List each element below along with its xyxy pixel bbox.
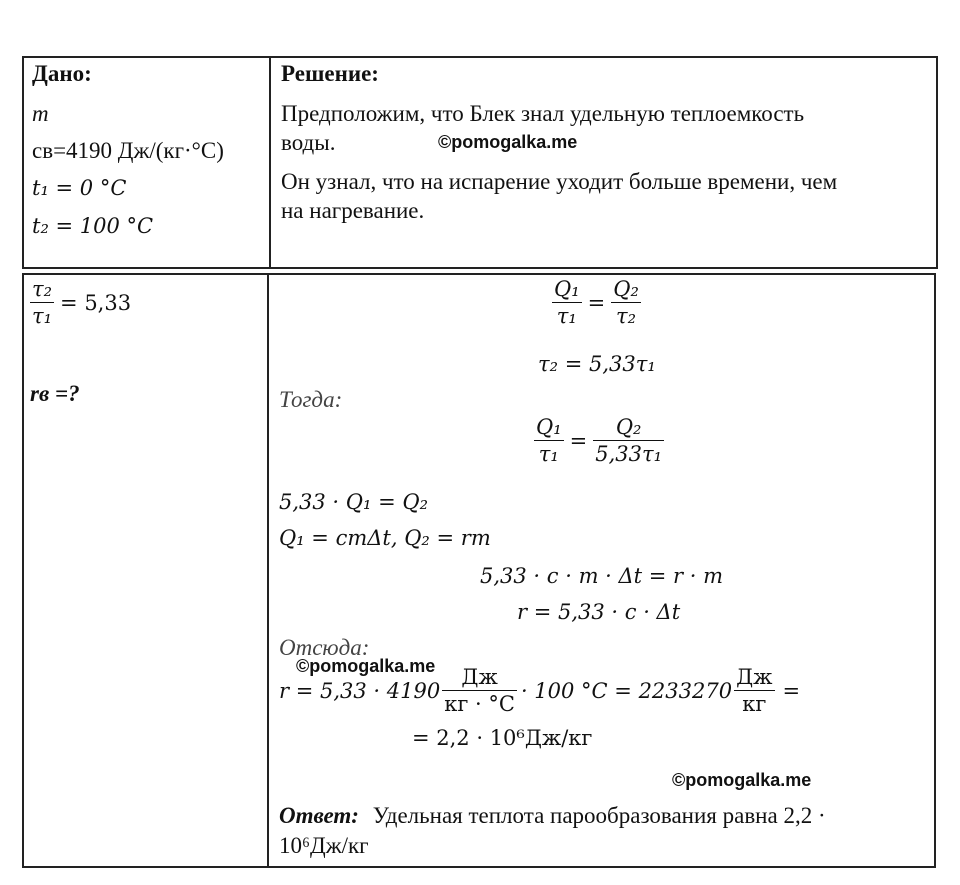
eq8-middle: · 100 °C = 2233270	[520, 678, 733, 703]
hence-label: Отсюда:	[279, 635, 370, 660]
solution-paragraph-2-line-2: на нагревание.	[281, 198, 425, 223]
equation-1	[552, 276, 641, 329]
eq3-left-num: Q₁	[536, 415, 562, 439]
answer-line-1	[279, 802, 826, 830]
eq3-right-den: 5,33τ₁	[595, 442, 663, 466]
equation-9: = 2,2 · 10⁶Дж/кг	[412, 726, 593, 750]
ratio-numerator: τ₂	[32, 277, 53, 301]
given-title: Дано:	[32, 61, 92, 86]
ratio-denominator: τ₁	[32, 304, 53, 328]
watermark: ©pomogalka.me	[296, 656, 436, 676]
eq1-right-fraction	[611, 276, 641, 329]
eq3-right-num: Q₂	[593, 414, 664, 441]
answer-text: Удельная теплота парообразования равна 2,2 ·	[372, 803, 826, 828]
eq3-left-fraction	[534, 414, 564, 467]
bottom-table-divider	[267, 273, 269, 868]
given-ratio	[30, 276, 131, 329]
solution-title: Решение:	[281, 61, 379, 86]
equation-2: τ₂ = 5,33τ₁	[538, 352, 656, 376]
eq1-right-num: Q₂	[613, 277, 639, 301]
equation-3	[534, 414, 664, 467]
eq8-end: =	[782, 678, 801, 703]
equation-4: 5,33 · Q₁ = Q₂	[279, 490, 428, 514]
solution-paragraph-1-line-2: воды.	[281, 130, 336, 155]
given-t1: t₁ = 0 °C	[32, 176, 127, 200]
ratio-fraction	[30, 276, 54, 329]
then-label: Тогда:	[279, 387, 343, 412]
eq3-equals: =	[569, 428, 588, 453]
eq8-left: r = 5,33 · 4190	[279, 678, 441, 703]
equation-8	[279, 664, 800, 717]
eq1-equals: =	[587, 290, 606, 315]
eq8-unit-fraction-2	[734, 664, 774, 717]
watermark: ©pomogalka.me	[672, 770, 812, 790]
equation-6: 5,33 · c · m · Δt = r · m	[480, 564, 724, 588]
ratio-value: = 5,33	[60, 290, 132, 315]
eq3-left-den: τ₁	[538, 442, 559, 466]
solution-paragraph-2-line-1: Он узнал, что на испарение уходит больше времени, чем	[281, 169, 838, 194]
eq1-left-num: Q₁	[554, 277, 580, 301]
given-mass: m	[32, 101, 49, 126]
eq8-frac2-num: Дж	[736, 665, 773, 689]
unknown-quantity: rв =?	[30, 381, 80, 406]
answer-line-2: 10⁶Дж/кг	[279, 833, 369, 858]
given-t2: t₂ = 100 °C	[32, 214, 154, 238]
watermark: ©pomogalka.me	[438, 132, 578, 152]
equation-5: Q₁ = cmΔt, Q₂ = rm	[279, 526, 491, 550]
answer-label: Ответ:	[279, 803, 359, 828]
given-specific-heat: cв=4190 Дж/(кг·°С)	[32, 138, 224, 163]
eq8-frac1-den: кг · °C	[444, 692, 515, 716]
eq1-right-den: τ₂	[616, 304, 637, 328]
eq8-unit-fraction-1	[442, 664, 517, 717]
solution-paragraph-1-line-1: Предположим, что Блек знал удельную теплоемкость	[281, 101, 805, 126]
eq3-right-fraction	[593, 414, 664, 467]
eq8-frac2-den: кг	[742, 692, 767, 716]
eq1-left-fraction	[552, 276, 582, 329]
equation-7: r = 5,33 · c · Δt	[517, 600, 681, 624]
eq8-frac1-num: Дж	[442, 664, 517, 691]
top-table-divider	[269, 56, 271, 269]
eq1-left-den: τ₁	[556, 304, 577, 328]
